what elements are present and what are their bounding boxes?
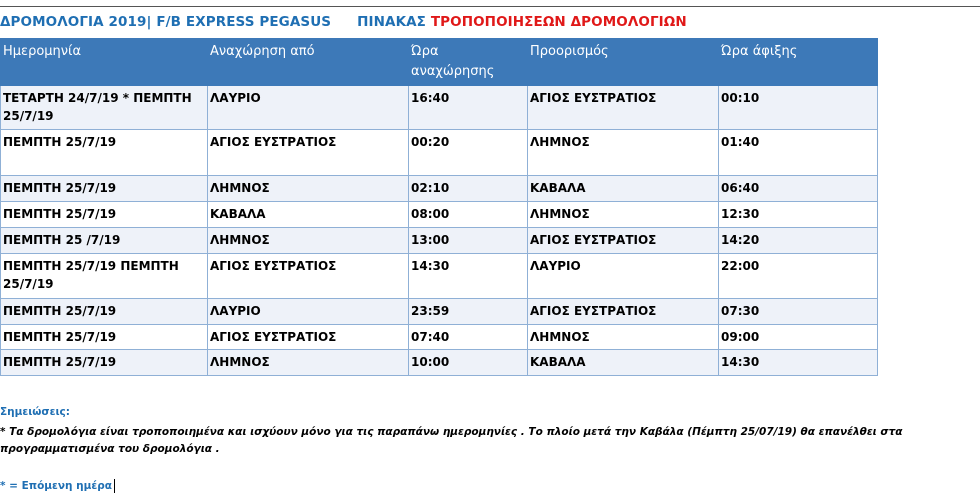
cell-departure: 16:40: [409, 86, 528, 130]
cell-departure: 08:00: [409, 202, 528, 228]
table-row: [1, 350, 878, 376]
cell-date: ΠΕΜΠΤΗ 25/7/19: [1, 176, 208, 202]
cell-destination: ΛΗΜΝΟΣ: [528, 130, 719, 176]
cell-from: ΛΑΥΡΙΟ: [208, 86, 409, 130]
cell-date: ΠΕΜΠΤΗ 25/7/19: [1, 350, 208, 376]
cell-departure: 07:40: [409, 325, 528, 350]
cell-destination: ΛΗΜΝΟΣ: [528, 202, 719, 228]
cell-date: ΠΕΜΠΤΗ 25/7/19: [1, 299, 208, 325]
cell-destination: ΑΓΙΟΣ ΕΥΣΤΡΑΤΙΟΣ: [528, 86, 719, 130]
notes-heading: Σημειώσεις:: [0, 406, 70, 418]
cell-from: ΑΓΙΟΣ ΕΥΣΤΡΑΤΙΟΣ: [208, 130, 409, 176]
text-cursor: [114, 479, 116, 493]
cell-arrival: 01:40: [719, 130, 878, 176]
cell-from: ΛΑΥΡΙΟ: [208, 299, 409, 325]
header-destination: Προορισμός: [528, 39, 719, 86]
header-departure-from: Αναχώρηση από: [208, 39, 409, 86]
cell-date: ΤΕΤΑΡΤΗ 24/7/19 * ΠΕΜΠΤΗ 25/7/19: [1, 86, 208, 130]
cell-destination: ΚΑΒΑΛΑ: [528, 350, 719, 376]
cell-arrival: 12:30: [719, 202, 878, 228]
top-divider: [0, 6, 980, 7]
cell-arrival: 00:10: [719, 86, 878, 130]
header-date: Ημερομηνία: [1, 39, 208, 86]
cell-arrival: 06:40: [719, 176, 878, 202]
cell-date: ΠΕΜΠΤΗ 25/7/19: [1, 325, 208, 350]
table-row: [1, 228, 878, 254]
cell-arrival: 09:00: [719, 325, 878, 350]
cell-date: ΠΕΜΠΤΗ 25/7/19: [1, 130, 208, 176]
cell-date: ΠΕΜΠΤΗ 25 /7/19: [1, 228, 208, 254]
cell-from: ΑΓΙΟΣ ΕΥΣΤΡΑΤΙΟΣ: [208, 254, 409, 299]
table-row: [1, 86, 878, 130]
cell-destination: ΑΓΙΟΣ ΕΥΣΤΡΑΤΙΟΣ: [528, 228, 719, 254]
table-row: [1, 130, 878, 176]
title-table-word: ΠΙΝΑΚΑΣ: [357, 14, 427, 30]
cell-from: ΚΑΒΑΛΑ: [208, 202, 409, 228]
schedule-table: [0, 38, 878, 376]
note-next-day-text: * = Επόμενη ημέρα: [0, 480, 112, 492]
cell-from: ΛΗΜΝΟΣ: [208, 176, 409, 202]
table-row: [1, 254, 878, 299]
note-next-day: [0, 479, 115, 493]
header-arrival-time: Ώρα άφιξης: [719, 39, 878, 86]
cell-destination: ΛΗΜΝΟΣ: [528, 325, 719, 350]
cell-from: ΑΓΙΟΣ ΕΥΣΤΡΑΤΙΟΣ: [208, 325, 409, 350]
cell-departure: 10:00: [409, 350, 528, 376]
cell-destination: ΚΑΒΑΛΑ: [528, 176, 719, 202]
table-row: [1, 299, 878, 325]
cell-arrival: 07:30: [719, 299, 878, 325]
cell-departure: 14:30: [409, 254, 528, 299]
cell-departure: 23:59: [409, 299, 528, 325]
cell-date: ΠΕΜΠΤΗ 25/7/19: [1, 202, 208, 228]
table-row: [1, 202, 878, 228]
cell-destination: ΛΑΥΡΙΟ: [528, 254, 719, 299]
cell-from: ΛΗΜΝΟΣ: [208, 228, 409, 254]
title-main: ΔΡΟΜΟΛΟΓΙΑ 2019| F/B EXPRESS PEGASUS: [0, 14, 332, 30]
table-row: [1, 176, 878, 202]
table-row: [1, 325, 878, 350]
cell-arrival: 14:30: [719, 350, 878, 376]
header-departure-time: Ώρα αναχώρησης: [409, 39, 528, 86]
cell-departure: 00:20: [409, 130, 528, 176]
cell-from: ΛΗΜΝΟΣ: [208, 350, 409, 376]
table-header-row: [1, 39, 878, 86]
cell-arrival: 14:20: [719, 228, 878, 254]
cell-departure: 02:10: [409, 176, 528, 202]
note-schedule-change: * Τα δρομολόγια είναι τροποποιημένα και ισχύουν μόνο για τις παραπάνω ημερομηνίες . Το πλοίο μετά την Καβάλα (Πέμπτη 25/07/19) θα επανέλθει στα προγραμματισμένα του δρομολόγια .: [0, 426, 903, 455]
page-title: [0, 14, 687, 30]
title-changes: ΤΡΟΠΟΠΟΙΗΣΕΩΝ ΔΡΟΜΟΛΟΓΙΩΝ: [430, 14, 687, 30]
cell-departure: 13:00: [409, 228, 528, 254]
cell-destination: ΑΓΙΟΣ ΕΥΣΤΡΑΤΙΟΣ: [528, 299, 719, 325]
cell-date: ΠΕΜΠΤΗ 25/7/19 ΠΕΜΠΤΗ 25/7/19: [1, 254, 208, 299]
cell-arrival: 22:00: [719, 254, 878, 299]
